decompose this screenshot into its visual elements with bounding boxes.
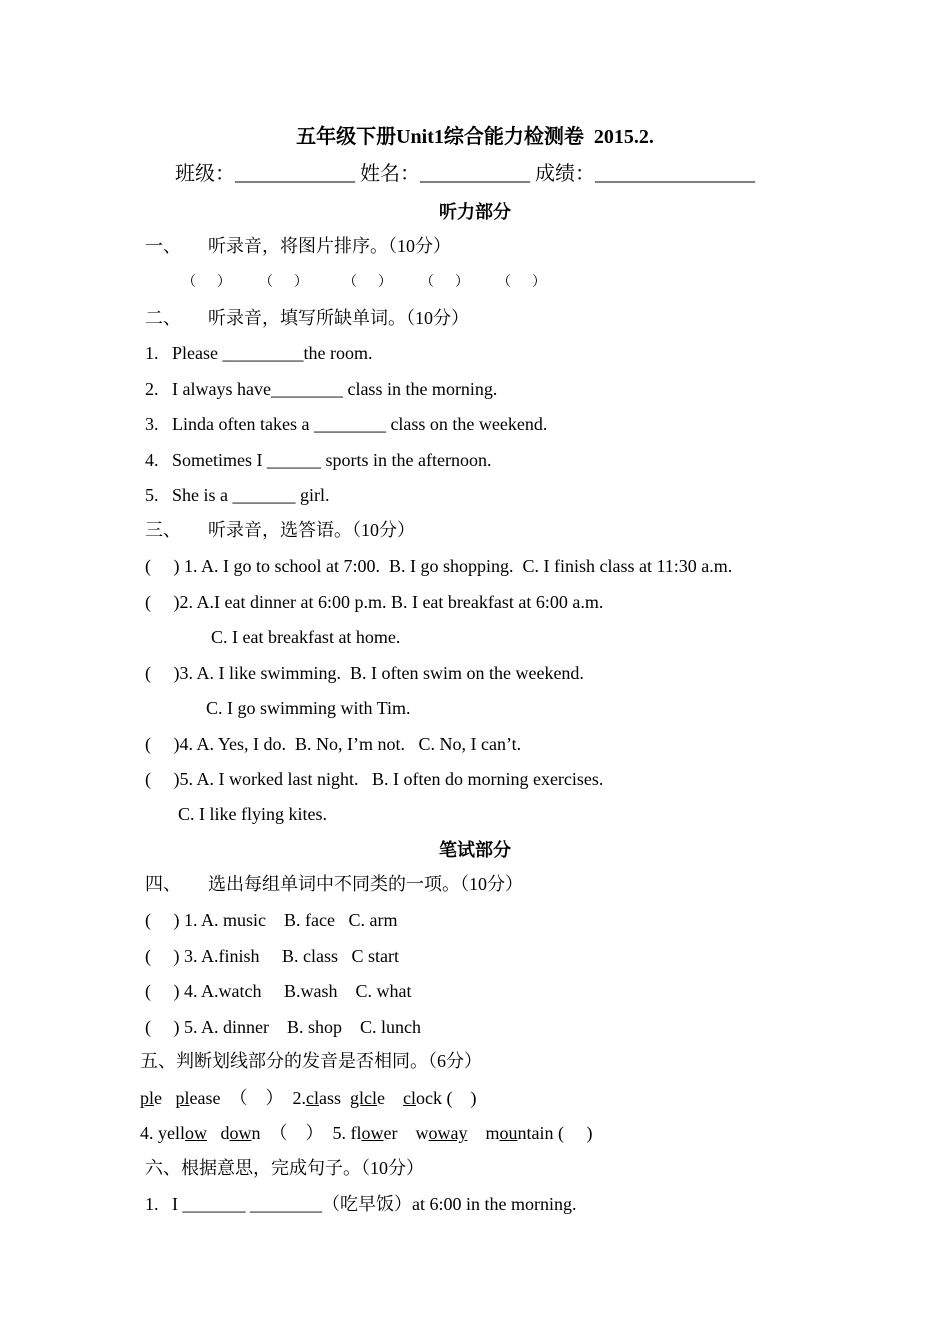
section3-line: ( )2. A.I eat dinner at 6:00 p.m. B. I eat breakfast at 6:00 a.m.: [145, 592, 604, 612]
underlined-part: ow: [229, 1123, 252, 1143]
underlined-part: cl: [403, 1088, 417, 1108]
underlined-part: oway: [428, 1123, 468, 1143]
section6-title: 六、根据意思，完成句子。（10分）: [145, 1158, 424, 1178]
section3-line: ( )5. A. I worked last night. B. I often do morning exercises.: [145, 769, 604, 789]
underlined-part: ou: [499, 1123, 518, 1143]
section2-item: 1. Please _________the room.: [145, 343, 373, 363]
student-info-line: 班级：____________ 姓名：___________ 成绩：________________: [175, 163, 755, 185]
writing-heading: 笔试部分: [439, 840, 511, 860]
section2-item: 3. Linda often takes a ________ class on the weekend.: [145, 414, 548, 434]
section3-line: C. I go swimming with Tim.: [206, 698, 411, 718]
section4-item: ( ) 5. A. dinner B. shop C. lunch: [145, 1017, 421, 1037]
section2-item: 4. Sometimes I ______ sports in the afternoon.: [145, 450, 492, 470]
underlined-part: cl: [306, 1088, 320, 1108]
underlined-part: pl: [140, 1088, 155, 1108]
section2-item: 5. She is a _______ girl.: [145, 485, 330, 505]
section5-title: 五、判断划线部分的发音是否相同。（6分）: [140, 1051, 482, 1071]
section1-title: 一、 听录音，将图片排序。（10分）: [145, 236, 451, 256]
section5-row: 4. yellow down （ ） 5. flower woway mountain ( ): [140, 1123, 593, 1143]
section3-line: ( ) 1. A. I go to school at 7:00. B. I go shopping. C. I finish class at 11:30 a.m.: [145, 556, 733, 576]
section3-title: 三、 听录音，选答语。（10分）: [145, 520, 415, 540]
section4-item: ( ) 4. A.watch B.wash C. what: [145, 981, 412, 1001]
section5-row: ple please （ ） 2.class glcle clock ( ): [140, 1088, 477, 1108]
page-title: 五年级下册Unit1综合能力检测卷 2015.2.: [296, 126, 654, 148]
section3-line: C. I eat breakfast at home.: [211, 627, 401, 647]
section3-line: ( )4. A. Yes, I do. B. No, I’m not. C. No, I can’t.: [145, 734, 522, 754]
answer-blank: （ ）: [269, 1123, 324, 1143]
underlined-part: pl: [175, 1088, 190, 1108]
section3-line: C. I like flying kites.: [178, 804, 327, 824]
underlined-part: ow: [361, 1123, 384, 1143]
section4-title: 四、 选出每组单词中不同类的一项。（10分）: [145, 874, 523, 894]
section2-item: 2. I always have________ class in the morning.: [145, 379, 498, 399]
underlined-part: glcl: [350, 1088, 378, 1108]
section4-item: ( ) 3. A.finish B. class C start: [145, 946, 399, 966]
underlined-part: ow: [185, 1123, 207, 1143]
section2-title: 二、 听录音，填写所缺单词。（10分）: [145, 308, 469, 328]
section3-line: ( )3. A. I like swimming. B. I often swim on the weekend.: [145, 663, 584, 683]
listening-heading: 听力部分: [439, 202, 511, 222]
section6-item: 1. I _______ ________（吃早饭）at 6:00 in the morning.: [145, 1194, 577, 1214]
answer-blank: （ ）: [229, 1088, 284, 1108]
section4-item: ( ) 1. A. music B. face C. arm: [145, 910, 398, 930]
section1-blanks: （ ） （ ） （ ） （ ） （ ）: [182, 275, 546, 290]
